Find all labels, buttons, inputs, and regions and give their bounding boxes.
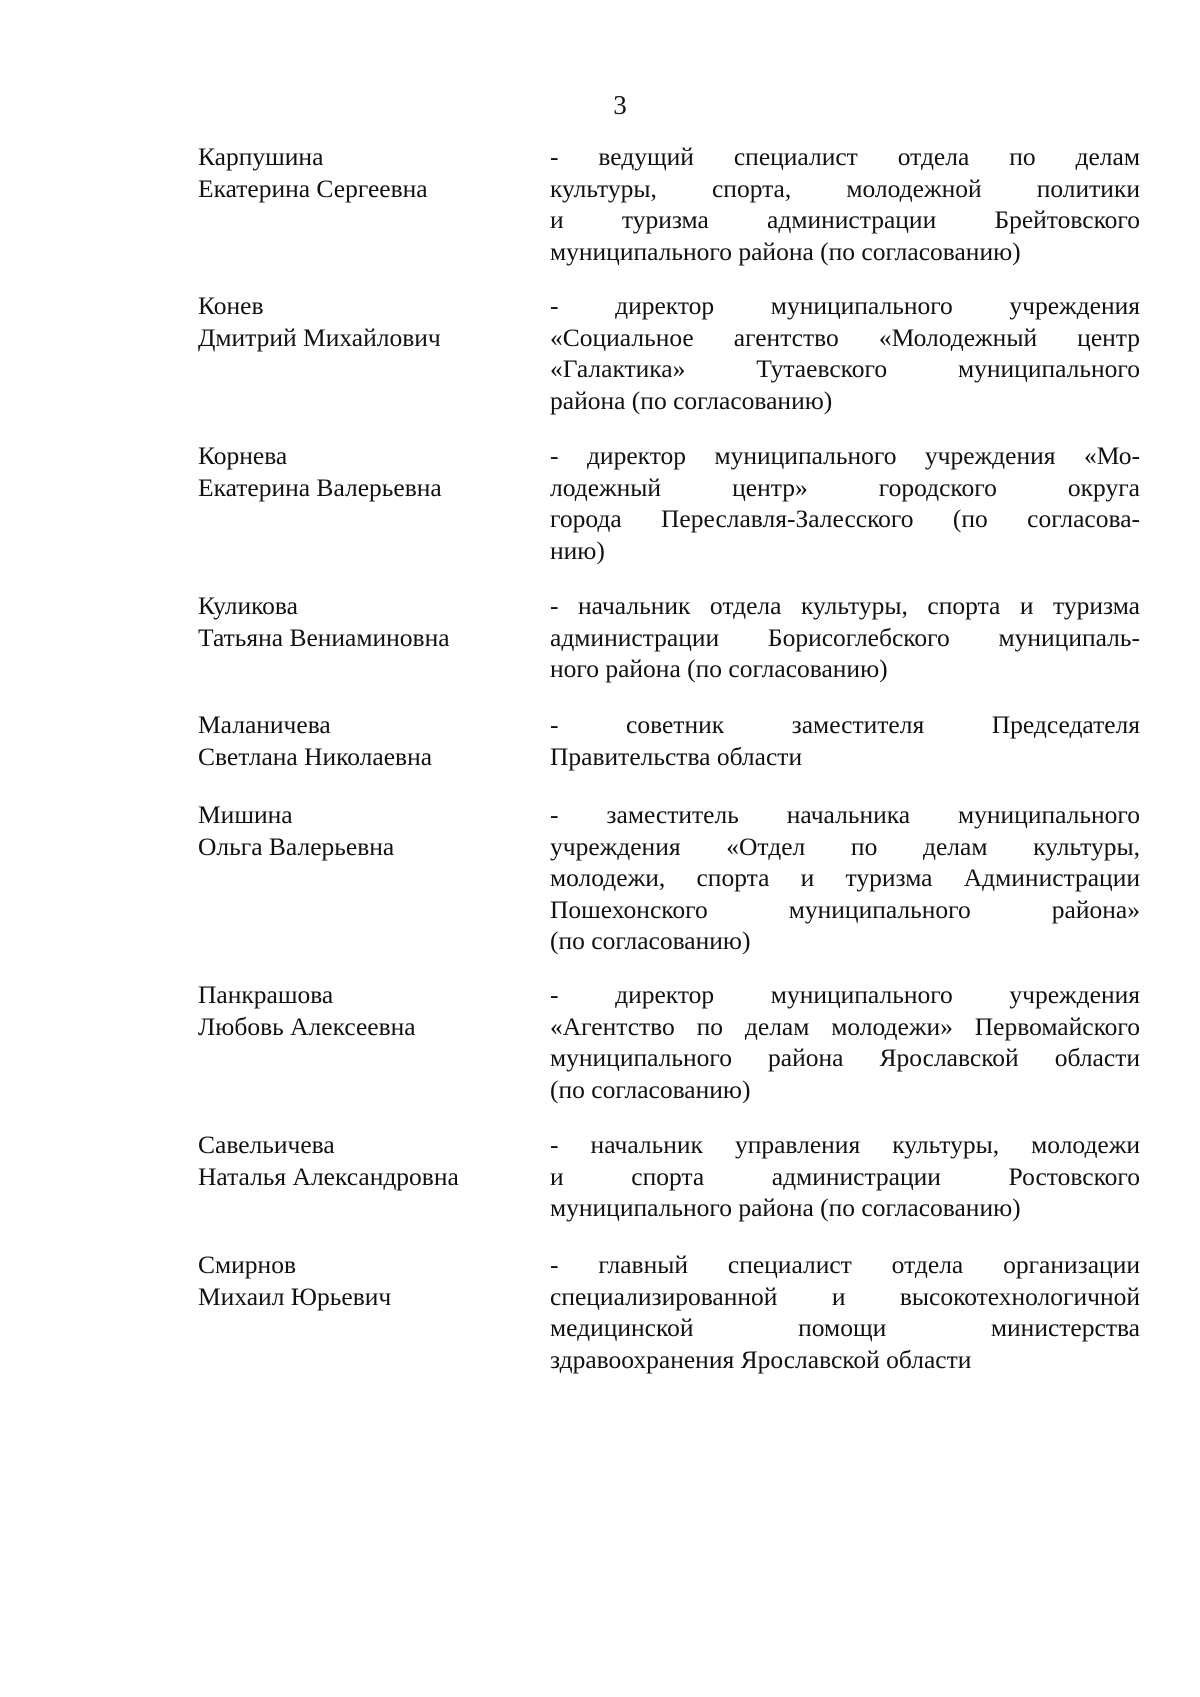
position-line: «Агентство по делам молодежи» Первомайского <box>550 1011 1140 1041</box>
person-name <box>198 1249 518 1312</box>
position-line: здравоохранения Ярославской области <box>550 1344 972 1374</box>
position-line: муниципального района (по согласованию) <box>550 1193 1021 1222</box>
position-line: и туризма администрации Брейтовского <box>550 205 1140 234</box>
person-given-names: Любовь Алексеевна <box>198 1011 416 1041</box>
position-line: Правительства области <box>550 741 803 771</box>
position-line: специализированной и высокотехнологичной <box>550 1281 1140 1311</box>
person-given-names: Екатерина Валерьевна <box>198 472 442 502</box>
person-position <box>550 440 1140 566</box>
person-given-names: Дмитрий Михайлович <box>198 322 441 352</box>
person-position <box>550 590 1140 685</box>
page-number: 3 <box>613 90 627 120</box>
person-surname: Карпушина <box>198 142 324 171</box>
person-surname: Маланичева <box>198 710 331 739</box>
person-name <box>198 440 518 503</box>
person-surname: Смирнов <box>198 1250 296 1279</box>
position-line: - заместитель начальника муниципального <box>550 800 1140 829</box>
person-surname: Куликова <box>198 591 298 620</box>
person-position <box>550 1249 1140 1375</box>
person-position <box>550 290 1140 416</box>
position-line: города Переславля-Залесского (по согласова- <box>550 504 1140 533</box>
position-line: культуры, спорта, молодежной политики <box>550 173 1140 203</box>
person-surname: Корнева <box>198 441 288 470</box>
position-line: муниципального района (по согласованию) <box>550 236 1021 266</box>
position-line: - ведущий специалист отдела по делам <box>550 142 1140 171</box>
person-surname: Конев <box>198 291 264 320</box>
person-name <box>198 799 518 862</box>
position-line: «Галактика» Тутаевского муниципального <box>550 354 1140 383</box>
position-line: ного района (по согласованию) <box>550 654 888 683</box>
person-position <box>550 141 1140 267</box>
position-line: - директор муниципального учреждения <box>550 291 1140 320</box>
position-line: медицинской помощи министерства <box>550 1313 1140 1342</box>
person-given-names: Екатерина Сергеевна <box>198 173 428 203</box>
position-line: - начальник отдела культуры, спорта и туризма <box>550 591 1140 620</box>
person-position <box>550 1129 1140 1224</box>
position-line: - начальник управления культуры, молодежи <box>550 1130 1140 1159</box>
person-surname: Савельичева <box>198 1130 335 1159</box>
position-line: и спорта администрации Ростовского <box>550 1161 1140 1191</box>
person-given-names: Ольга Валерьевна <box>198 831 395 861</box>
person-given-names: Наталья Александровна <box>198 1161 459 1191</box>
person-name <box>198 141 518 204</box>
person-name <box>198 1129 518 1192</box>
person-surname: Панкрашова <box>198 980 334 1009</box>
person-name <box>198 590 518 653</box>
person-position <box>550 979 1140 1105</box>
person-surname: Мишина <box>198 800 293 829</box>
position-line: района (по согласованию) <box>550 385 833 415</box>
position-line: лодежный центр» городского округа <box>550 472 1140 502</box>
position-line: нию) <box>550 535 605 565</box>
position-line: (по согласованию) <box>550 1074 751 1104</box>
position-line: Пошехонского муниципального района» <box>550 894 1140 924</box>
position-line: «Социальное агентство «Молодежный центр <box>550 322 1140 352</box>
position-line: - директор муниципального учреждения «Мо- <box>550 441 1140 470</box>
position-line: (по согласованию) <box>550 926 751 955</box>
position-line: - советник заместителя Председателя <box>550 710 1140 739</box>
position-line: молодежи, спорта и туризма Администрации <box>550 863 1140 892</box>
person-position <box>550 709 1140 772</box>
position-line: учреждения «Отдел по делам культуры, <box>550 831 1140 861</box>
person-name <box>198 709 518 772</box>
person-given-names: Светлана Николаевна <box>198 741 433 771</box>
position-line: - директор муниципального учреждения <box>550 980 1140 1009</box>
person-name <box>198 290 518 353</box>
person-given-names: Михаил Юрьевич <box>198 1281 392 1311</box>
person-name <box>198 979 518 1042</box>
position-line: - главный специалист отдела организации <box>550 1250 1140 1279</box>
position-line: администрации Борисоглебского муниципаль- <box>550 622 1140 652</box>
person-given-names: Татьяна Вениаминовна <box>198 622 450 652</box>
position-line: муниципального района Ярославской области <box>550 1043 1140 1072</box>
person-position <box>550 799 1140 957</box>
